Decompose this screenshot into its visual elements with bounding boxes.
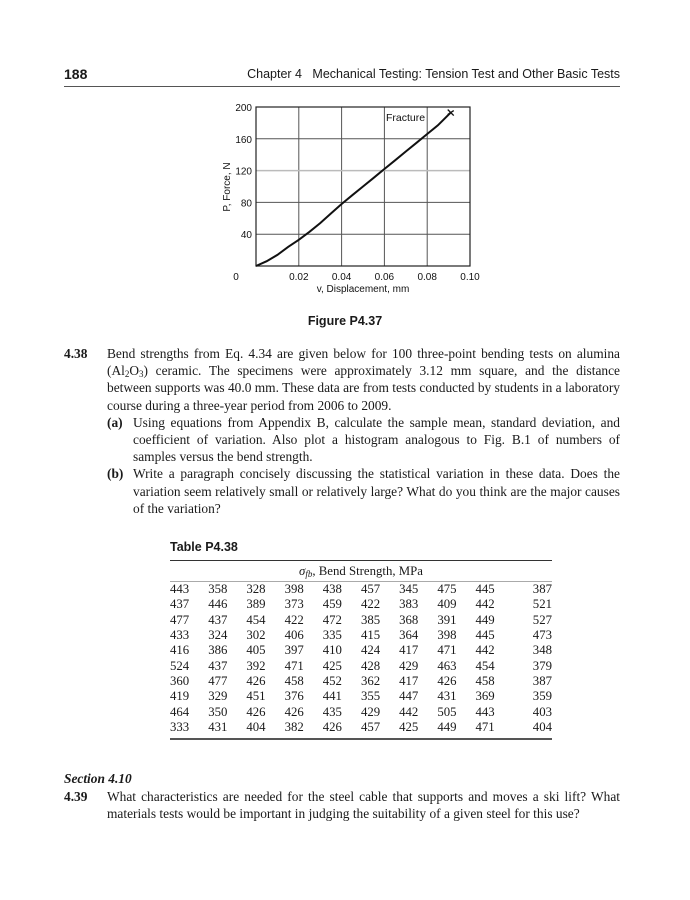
table-cell: 426: [284, 704, 304, 719]
table-cell: 454: [475, 658, 495, 673]
table-cell: 445: [475, 582, 495, 597]
svg-text:0.06: 0.06: [374, 272, 395, 283]
table-cell: 404: [532, 719, 552, 734]
table-cell: 457: [360, 582, 381, 597]
table-cell: 386: [208, 643, 228, 658]
table-cell: 406: [284, 628, 304, 643]
force-displacement-curve: [256, 113, 451, 266]
table-cell: 473: [532, 628, 552, 643]
table-cell: 425: [399, 719, 419, 734]
table-cell: 389: [246, 597, 266, 612]
table-cell: 364: [399, 628, 419, 643]
table-cell: 397: [284, 643, 304, 658]
table-cell: 505: [437, 704, 457, 719]
table-cell: 435: [322, 704, 342, 719]
table-bottom-rule: [170, 738, 552, 740]
svg-text:0.04: 0.04: [331, 272, 352, 283]
table-cell: 409: [437, 597, 457, 612]
svg-text:0: 0: [233, 272, 239, 283]
table-cell: 426: [246, 673, 266, 688]
table-cell: 383: [399, 597, 419, 612]
table-title: Table P4.38: [170, 540, 238, 554]
table-cell: 345: [399, 582, 419, 597]
table-row: [170, 689, 552, 704]
table-cell: 403: [532, 704, 552, 719]
table-cell: 335: [322, 628, 342, 643]
force-displacement-chart: [210, 95, 490, 300]
bend-strength-table: [170, 540, 552, 740]
table-cell: 373: [284, 597, 304, 612]
table-cell: 457: [360, 719, 381, 734]
table-cell: 477: [208, 673, 228, 688]
table-cell: 360: [170, 673, 190, 688]
svg-text:0.02: 0.02: [289, 272, 309, 283]
table-cell: 362: [360, 673, 381, 688]
problem-number: 4.38: [64, 346, 88, 361]
table-cell: 387: [532, 673, 552, 688]
table-cell: 369: [475, 689, 495, 704]
table-cell: 382: [284, 719, 304, 734]
svg-text:0.10: 0.10: [460, 272, 480, 283]
table-cell: 368: [399, 612, 419, 627]
table-row: [170, 597, 552, 612]
table-cell: 449: [475, 612, 495, 627]
table-cell: 471: [475, 719, 495, 734]
table-cell: 324: [208, 628, 228, 643]
table-cell: 424: [360, 643, 381, 658]
table-row: [170, 704, 552, 719]
table-cell: 415: [360, 628, 381, 643]
table-cell: 391: [437, 612, 457, 627]
table-cell: 475: [437, 582, 457, 597]
table-cell: 379: [532, 658, 552, 673]
table-cell: 426: [246, 704, 266, 719]
table-cell: 437: [208, 612, 228, 627]
table-cell: 387: [532, 582, 552, 597]
table-cell: 398: [284, 582, 304, 597]
table-cell: 404: [246, 719, 266, 734]
table-cell: 358: [208, 582, 228, 597]
table-cell: 437: [170, 597, 190, 612]
part-b-text: Write a paragraph concisely discussing the statistical variation in these data. Does the variation seem relatively small or relatively large? What do you think are the major causes of the variation?: [133, 466, 620, 516]
table-cell: 417: [399, 643, 419, 658]
table-cell: 333: [170, 719, 190, 734]
table-cell: 392: [246, 658, 266, 673]
table-cell: 398: [437, 628, 457, 643]
svg-text:200: 200: [235, 103, 252, 114]
table-cell: 471: [284, 658, 304, 673]
table-cell: 464: [170, 704, 190, 719]
table-row: [170, 613, 552, 628]
table-cell: 359: [532, 689, 552, 704]
table-cell: 405: [246, 643, 266, 658]
table-cell: 437: [208, 658, 228, 673]
table-row: [170, 628, 552, 643]
part-a: [107, 414, 620, 466]
svg-text:40: 40: [240, 230, 252, 242]
table-cell: 442: [475, 643, 495, 658]
table-row: [170, 582, 552, 597]
table-cell: 438: [322, 582, 342, 597]
table-cell: 425: [322, 658, 342, 673]
table-cell: 416: [170, 643, 190, 658]
fracture-marker-icon: [448, 110, 454, 116]
table-row: [170, 720, 552, 735]
table-cell: 385: [360, 612, 381, 627]
table-cell: 422: [284, 612, 304, 627]
problem-4-39: [64, 788, 620, 822]
table-cell: 410: [322, 643, 342, 658]
table-row: [170, 643, 552, 658]
part-b: [107, 465, 620, 517]
part-a-label: (a): [107, 414, 123, 430]
table-cell: 426: [322, 719, 342, 734]
table-cell: 442: [475, 597, 495, 612]
table-cell: 350: [208, 704, 228, 719]
table-cell: 454: [246, 612, 266, 627]
table-cell: 441: [322, 689, 342, 704]
table-cell: 443: [170, 582, 190, 597]
table-cell: 431: [437, 689, 457, 704]
table-cell: 463: [437, 658, 457, 673]
part-a-text: Using equations from Appendix B, calculate the sample mean, standard deviation, and coefficient of variation. Also plot a histogram analogous to Fig. B.1 of numbers of samples versus the bend strength.: [133, 414, 620, 465]
table-cell: 449: [437, 719, 457, 734]
table-cell: 329: [208, 689, 228, 704]
x-axis-label: v, Displacement, mm: [316, 284, 410, 295]
data-table: [170, 582, 552, 735]
page-number: 188: [64, 66, 88, 82]
table-cell: 355: [360, 689, 381, 704]
table-cell: 459: [322, 597, 342, 612]
x-tick-labels: [233, 272, 480, 283]
table-cell: 433: [170, 628, 190, 643]
svg-text:160: 160: [235, 134, 252, 146]
table-cell: 442: [399, 704, 419, 719]
table-column-header: $\sigma_{fb}$, Bend Strength, MPa: [170, 561, 552, 582]
table-cell: 458: [284, 673, 304, 688]
table-cell: 471: [437, 643, 457, 658]
table-cell: 521: [532, 597, 552, 612]
svg-text:120: 120: [235, 166, 252, 178]
page-header: [64, 66, 620, 87]
table-cell: 422: [360, 597, 381, 612]
table-cell: 445: [475, 628, 495, 643]
running-head: Chapter 4 Mechanical Testing: Tension Test and Other Basic Tests: [247, 67, 620, 81]
table-cell: 376: [284, 689, 304, 704]
svg-text:80: 80: [240, 198, 252, 210]
table-cell: 429: [360, 704, 381, 719]
table-cell: 302: [246, 628, 266, 643]
table-cell: 443: [475, 704, 495, 719]
table-cell: 477: [170, 612, 190, 627]
table-cell: 429: [399, 658, 419, 673]
table-cell: 447: [399, 689, 419, 704]
table-cell: 472: [322, 612, 342, 627]
problem-4-38: [64, 345, 620, 517]
part-b-label: (b): [107, 466, 124, 482]
table-cell: 451: [246, 689, 266, 704]
section-heading: Section 4.10: [64, 771, 132, 786]
table-cell: 458: [475, 673, 495, 688]
table-cell: 431: [208, 719, 228, 734]
table-cell: 348: [532, 643, 552, 658]
y-tick-labels: [235, 103, 252, 241]
table-cell: 527: [532, 612, 552, 627]
table-cell: 328: [246, 582, 266, 597]
problem-number: 4.39: [64, 789, 88, 804]
table-cell: 524: [170, 658, 190, 673]
table-cell: 446: [208, 597, 228, 612]
table-cell: 452: [322, 673, 342, 688]
problem-text: Bend strengths from Eq. 4.34 are given below for 100 three-point bending tests on alumina $(Al_2O_3)$ ceramic. The specimens were approximately 3.12 mm square, and the distance between supports was 40.0 mm. These data are from tests conducted by students in a laboratory course during a three-year period from 2006 to 2009.: [107, 346, 620, 413]
problem-text: What characteristics are needed for the steel cable that supports and moves a ski lift? What materials tests would be important in judging the suitability of a given steel for this use?: [107, 789, 620, 822]
fracture-annotation: Fracture: [386, 112, 426, 124]
table-cell: 417: [399, 673, 419, 688]
table-cell: 428: [360, 658, 381, 673]
figure-caption: Figure P4.37: [307, 314, 383, 328]
table-cell: 419: [170, 689, 190, 704]
svg-text:0.08: 0.08: [417, 272, 437, 283]
table-cell: 426: [437, 673, 457, 688]
table-row: [170, 658, 552, 673]
y-axis-label: P, Force, N: [222, 162, 233, 212]
table-row: [170, 674, 552, 689]
